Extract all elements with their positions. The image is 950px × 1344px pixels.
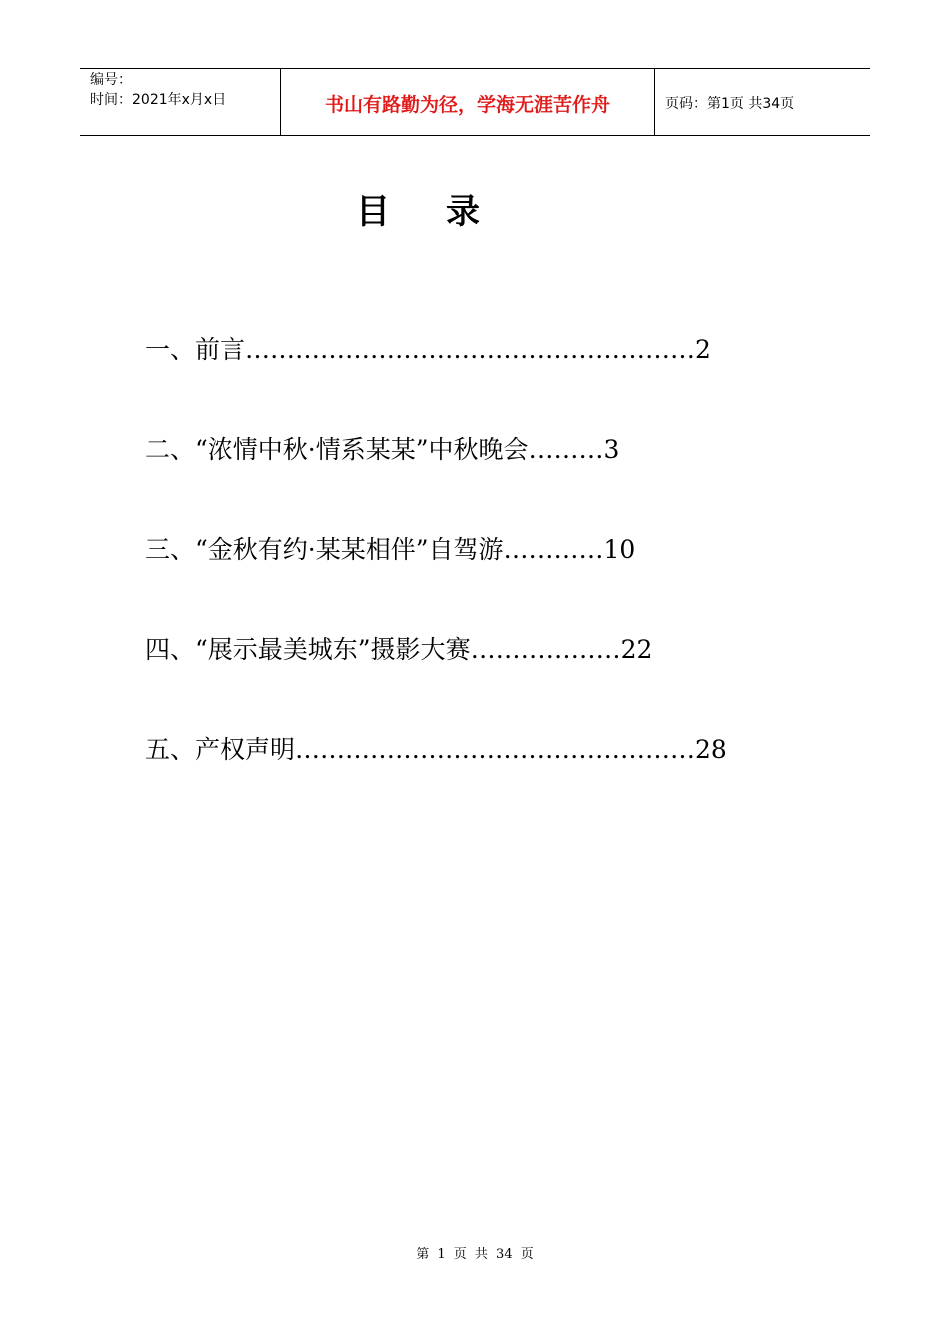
toc-item-photo-contest[interactable]: 四、“展示最美城东”摄影大赛………………22 — [145, 635, 653, 664]
toc-item-self-drive-tour[interactable]: 三、“金秋有约·某某相伴”自驾游…………10 — [145, 535, 636, 564]
header-motto-cell — [281, 69, 655, 135]
motto-text: 书山有路勤为径，学海无涯苦作舟 — [324, 94, 610, 116]
page-title: 目录 — [356, 192, 536, 232]
toc-item-copyright[interactable]: 五、产权声明…………………………………………28 — [145, 735, 727, 764]
toc-item-mid-autumn-gala[interactable]: 二、“浓情中秋·情系某某”中秋晚会………3 — [145, 435, 620, 464]
page-header — [80, 68, 870, 136]
date-label: 时间：2021年x月x日 — [90, 92, 227, 108]
number-label: 编号： — [90, 72, 132, 88]
toc-item-preface[interactable]: 一、前言………………………………………………2 — [145, 335, 711, 364]
page-footer: 第 1 页 共 34 页 — [416, 1247, 534, 1262]
header-page-cell — [655, 69, 870, 135]
table-of-contents — [145, 328, 845, 828]
page-info: 页码：第1页 共34页 — [665, 96, 795, 112]
header-info-cell — [80, 69, 281, 135]
